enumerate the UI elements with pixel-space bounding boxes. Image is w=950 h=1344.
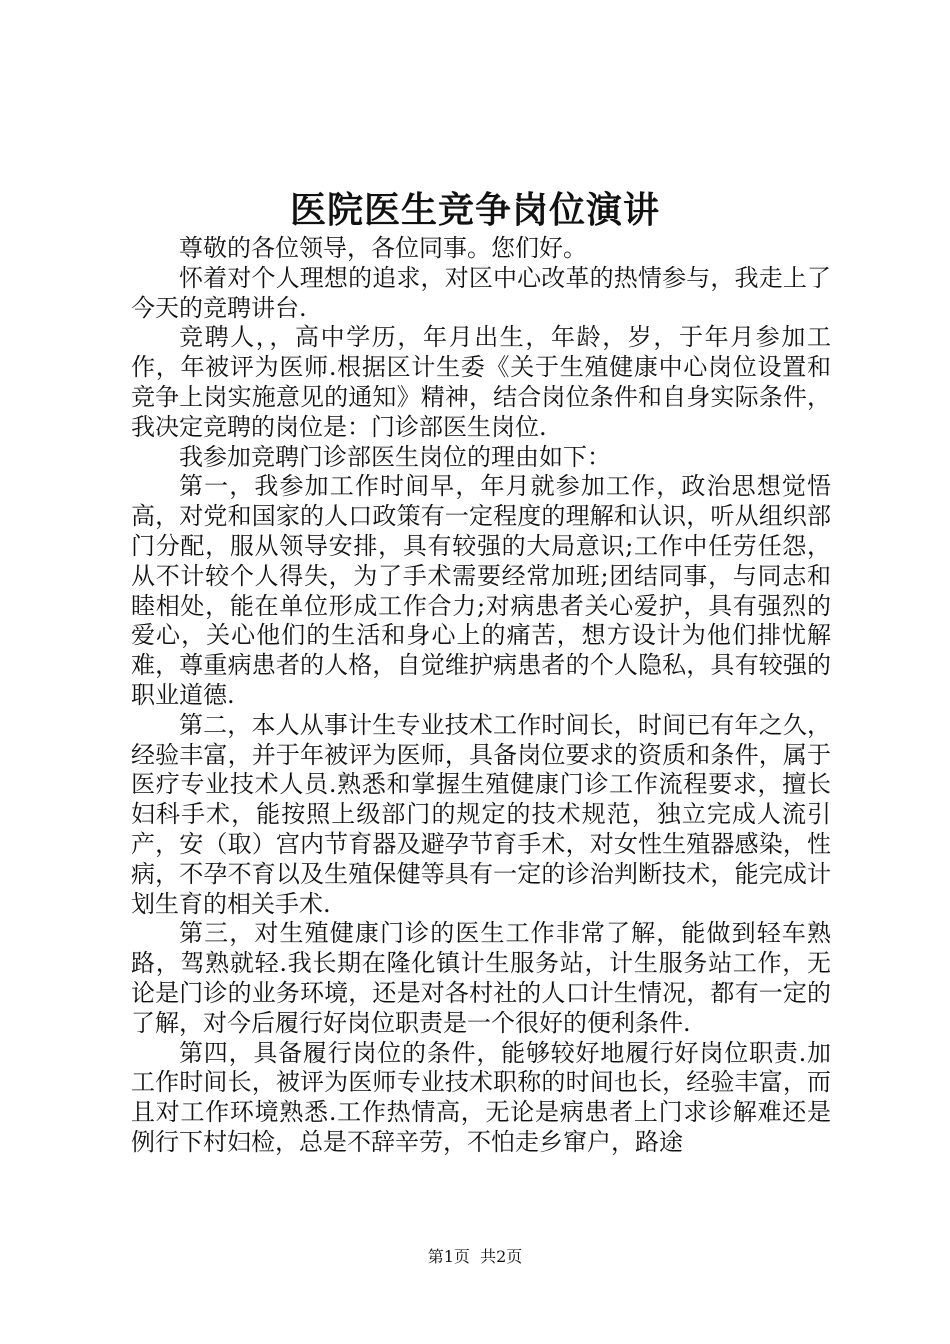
page-number: 第1页 共2页 (427, 1247, 523, 1266)
paragraph-greeting: 尊敬的各位领导，各位同事。您们好。 (179, 234, 587, 262)
paragraph-reason-second: 第二，本人从事计生专业技术工作时间长，时间已有年之久，经验丰富，并于年被评为医师，具备岗位要求的资质和条件，属于医疗专业技术人员.熟悉和掌握生殖健康门诊工作流程要求，擅长妇科手术，能按照上级部门的规定的技术规范，独立完成人流引产，安（取）宫内节育器及避孕节育手术，对女性生殖器感染，性病，不孕不育以及生殖保健等具有一定的诊治判断技术，能完成计划生育的相关手术. (131, 710, 831, 918)
paragraph-reason-first: 第一，我参加工作时间早，年月就参加工作，政治思想觉悟高，对党和国家的人口政策有一定程度的理解和认识，听从组织部门分配，服从领导安排，具有较强的大局意识;工作中任劳任怨，从不计较个人得失，为了手术需要经常加班;团结同事，与同志和睦相处，能在单位形成工作合力;对病患者关心爱护，具有强烈的爱心，关心他们的生活和身心上的痛苦，想方设计为他们排忧解难，尊重病患者的人格，自觉维护病患者的个人隐私，具有较强的职业道德. (131, 472, 831, 709)
paragraph-reasons-heading: 我参加竞聘门诊部医生岗位的理由如下： (179, 442, 611, 471)
paragraph-reason-third: 第三，对生殖健康门诊的医生工作非常了解，能做到轻车熟路，驾熟就轻.我长期在隆化镇计生服务站，计生服务站工作，无论是门诊的业务环境，还是对各村社的人口计生情况，都有一定的了解，对今后履行好岗位职责是一个很好的便利条件. (131, 919, 831, 1037)
paragraph-intro: 怀着对个人理想的追求，对区中心改革的热情参与，我走上了今天的竞聘讲台. (131, 263, 831, 322)
paragraph-candidate-info: 竞聘人，，高中学历，年月出生，年龄，岁，于年月参加工作，年被评为医师.根据区计生委《关于生殖健康中心岗位设置和竞争上岗实施意见的通知》精神，结合岗位条件和自身实际条件，我决定竞聘的岗位是：门诊部医生岗位. (131, 323, 831, 441)
document-title: 医院医生竞争岗位演讲 (289, 190, 660, 231)
page-footer (0, 1246, 950, 1268)
document-body (131, 234, 831, 1158)
paragraph-reason-fourth: 第四，具备履行岗位的条件，能够较好地履行好岗位职责.加工作时间长，被评为医师专业技术职称的时间也长，经验丰富，而且对工作环境熟悉.工作热情高，无论是病患者上门求诊解难还是例行下村妇检，总是不辞辛劳，不怕走乡窜户，路途 (131, 1038, 831, 1156)
